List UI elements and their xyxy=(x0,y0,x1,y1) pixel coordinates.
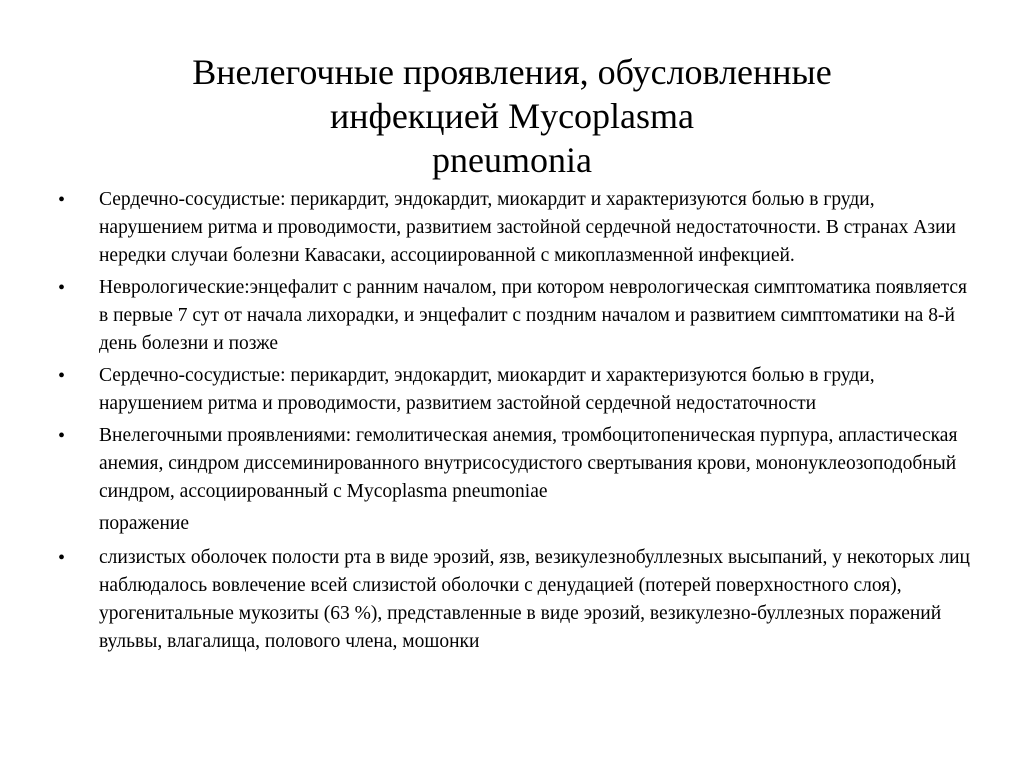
bullet-text: Сердечно-сосудистые: перикардит, эндокардит, миокардит и характеризуются болью в груди, нарушением ритма и проводимости, развитием застойной сердечной недостаточности. В странах Азии нередки случаи болезни Кавасаки, ассоциированной с микоплазменной инфекцией. xyxy=(99,189,956,266)
plain-line-lesion: поражение xyxy=(99,513,189,534)
title-line-2: инфекцией Mycoplasma xyxy=(329,96,695,137)
bullet-list xyxy=(58,186,978,660)
bullet-item-cardio xyxy=(58,186,978,270)
bullet-dot-icon: • xyxy=(58,425,66,447)
bullet-dot-icon: • xyxy=(58,189,66,211)
bullet-text: Неврологические:энцефалит с ранним началом, при котором неврологическая симптоматика появляется в первые 7 сут от начала лихорадки, и энцефалит с поздним началом и развитием симптоматики на 8-й день болезни и позже xyxy=(99,277,968,354)
title-line-3: pneumonia xyxy=(432,140,592,181)
bullet-dot-icon: • xyxy=(58,277,66,299)
title-line-1: Внелегочные проявления, обусловленные xyxy=(192,52,832,93)
bullet-dot-icon: • xyxy=(58,365,66,387)
bullet-text: слизистых оболочек полости рта в виде эрозий, язв, везикулезнобуллезных высыпаний, у некоторых лиц наблюдалось вовлечение всей слизистой оболочки с денудацией (потерей поверхностного слоя), урогенитальные мукозиты (63 %), представленные в виде эрозий, везикулезно-буллезных поражений вульвы, влагалища, полового члена, мошонки xyxy=(99,547,970,652)
bullet-text: Внелегочными проявлениями: гемолитическая анемия, тромбоцитопеническая пурпура, апластическая анемия, синдром диссеминированного внутрисосудистого свертывания крови, мононуклеозоподобный синдром, ассоциированный с Mycoplasma pneumoniae xyxy=(99,425,958,502)
bullet-text: Сердечно-сосудистые: перикардит, эндокардит, миокардит и характеризуются болью в груди, нарушением ритма и проводимости, развитием застойной сердечной недостаточности xyxy=(99,365,875,414)
bullet-item-cardio-repeat xyxy=(58,362,978,418)
bullet-item-neuro xyxy=(58,274,978,358)
bullet-item-mucosa xyxy=(58,544,978,656)
bullet-item-extrapulmonary xyxy=(58,422,978,506)
bullet-dot-icon: • xyxy=(58,547,66,569)
slide-title xyxy=(80,50,944,182)
